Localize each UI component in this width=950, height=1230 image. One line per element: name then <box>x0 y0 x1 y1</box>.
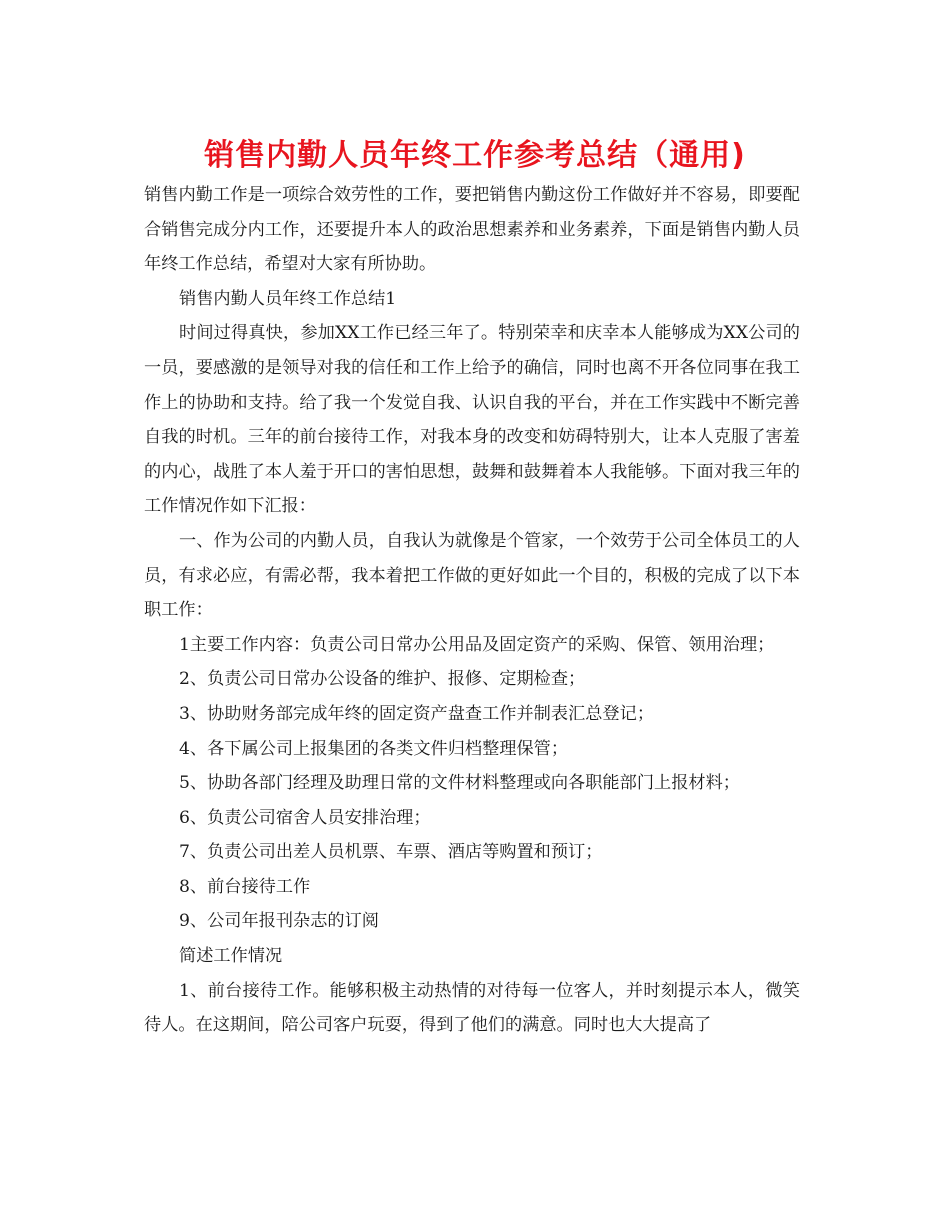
paragraph: 销售内勤工作是一项综合效劳性的工作，要把销售内勤这份工作做好并不容易，即要配合销售完成分内工作，还要提升本人的政治思想素养和业务素养，下面是销售内勤人员年终工作总结，希望对大家有所协助。 <box>144 185 800 275</box>
paragraph: 简述工作情况 <box>179 946 283 967</box>
paragraph: 1主要工作内容：负责公司日常办公用品及固定资产的采购、保管、领用治理； <box>179 634 775 655</box>
paragraph: 5、协助各部门经理及助理日常的文件材料整理或向各职能部门上报材料； <box>179 773 740 794</box>
document-body <box>144 178 800 1043</box>
document-title: 销售内勤人员年终工作参考总结（通用) <box>204 138 746 173</box>
paragraph: 7、负责公司出差人员机票、车票、酒店等购置和预订； <box>179 842 603 863</box>
paragraph: 时间过得真快，参加XX工作已经三年了。特别荣幸和庆幸本人能够成为XX公司的一员，要感激的是领导对我的信任和工作上给予的确信，同时也离不开各位同事在我工作上的协助和支持。给了我一个发觉自我、认识自我的平台，并在工作实践中不断完善自我的时机。三年的前台接待工作，对我本身的改变和妨碍特别大，让本人克服了害羞的内心，战胜了本人羞于开口的害怕思想，鼓舞和鼓舞着本人我能够。下面对我三年的工作情况作如下汇报： <box>144 323 800 517</box>
paragraph: 一、作为公司的内勤人员，自我认为就像是个管家，一个效劳于公司全体员工的人员，有求必应，有需必帮，我本着把工作做的更好如此一个目的，积极的完成了以下本职工作： <box>144 530 800 621</box>
paragraph: 4、各下属公司上报集团的各类文件归档整理保管； <box>179 738 569 759</box>
paragraph: 2、负责公司日常办公设备的维护、报修、定期检查； <box>179 669 586 690</box>
paragraph: 1、前台接待工作。能够积极主动热情的对待每一位客人，并时刻提示本人，微笑待人。在这期间，陪公司客户玩耍，得到了他们的满意。同时也大大提高了 <box>144 980 800 1036</box>
paragraph: 6、负责公司宿舍人员安排治理； <box>179 807 431 828</box>
paragraph: 销售内勤人员年终工作总结1 <box>179 288 397 309</box>
paragraph: 3、协助财务部完成年终的固定资产盘查工作并制表汇总登记； <box>179 703 655 724</box>
paragraph: 8、前台接待工作 <box>179 876 311 897</box>
paragraph: 9、公司年报刊杂志的订阅 <box>179 911 379 932</box>
